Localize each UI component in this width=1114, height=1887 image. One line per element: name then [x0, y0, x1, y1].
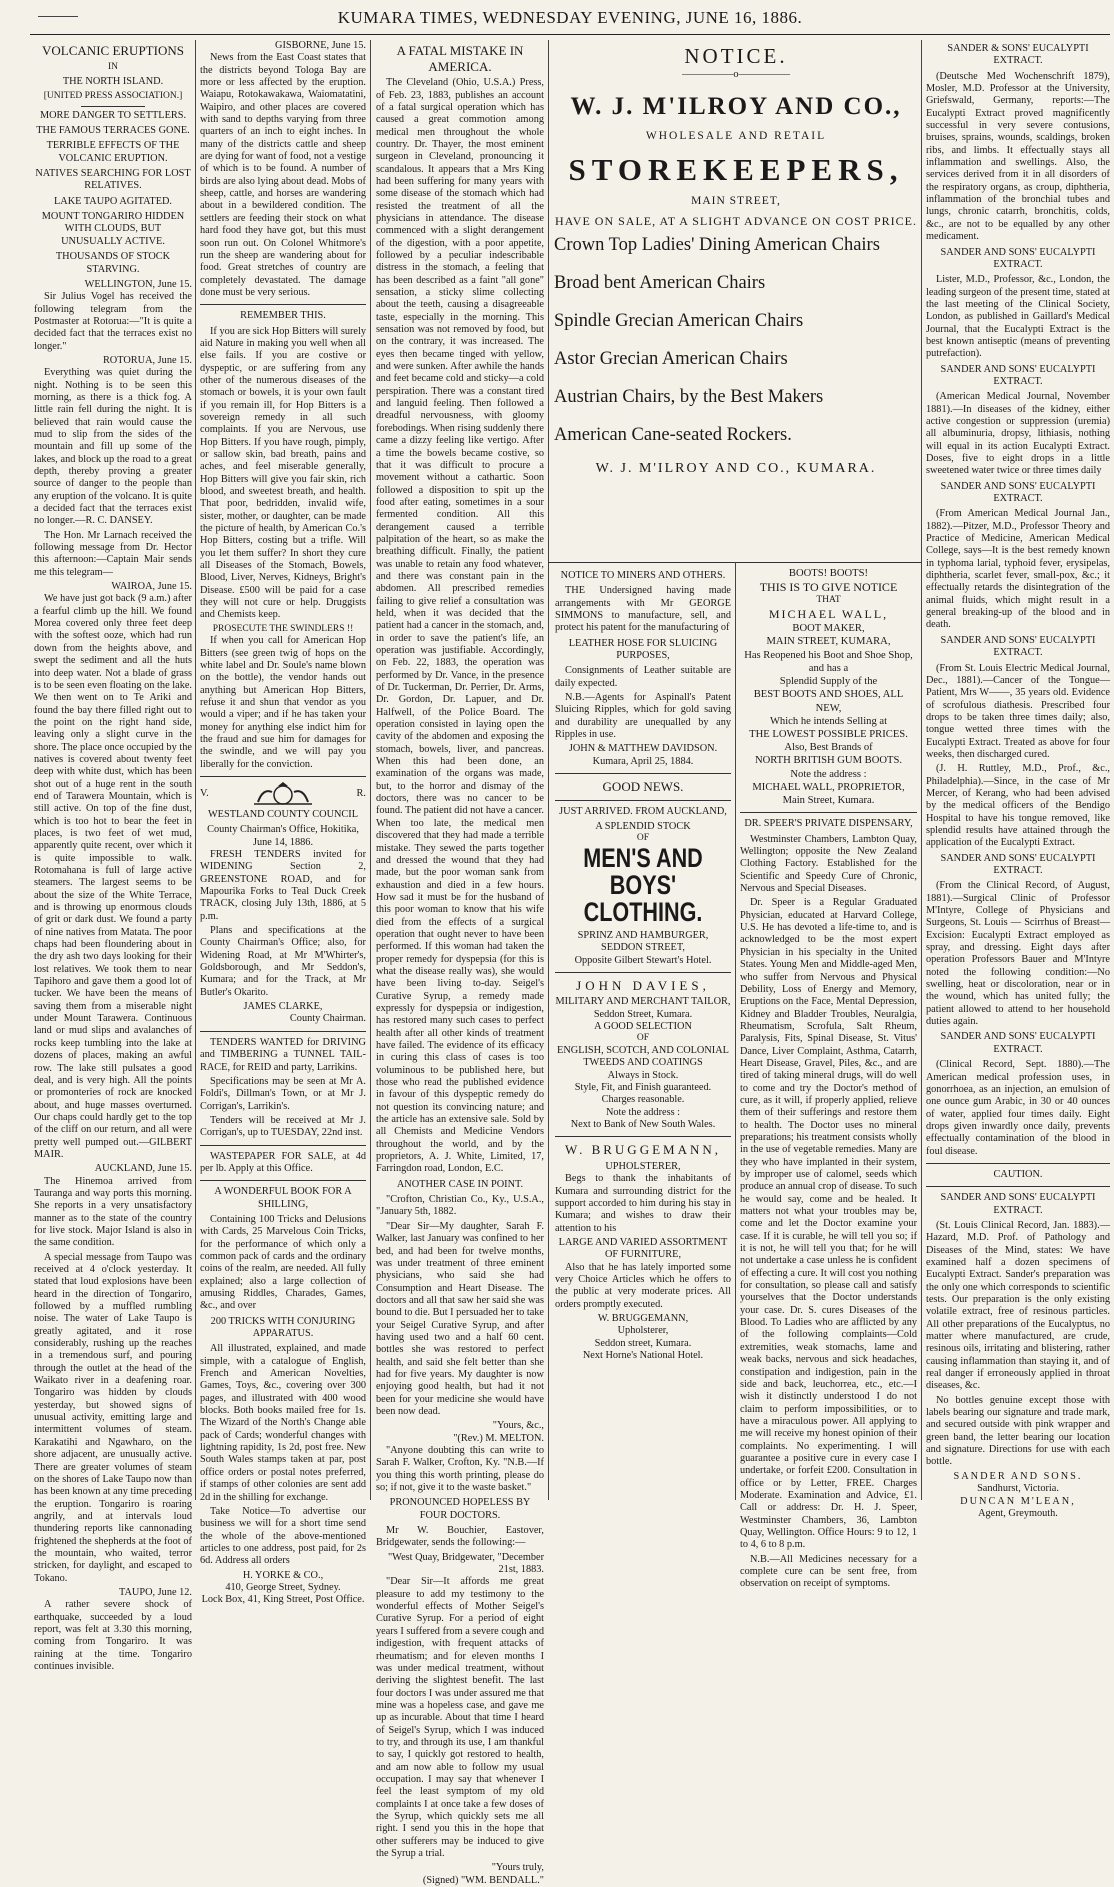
paragraph: Lister, M.D., Professor, &c., London, the leading surgeon of the present time, stated at the last meeting of the Clinical Society, London, as published in Gaillard's Medical Journal, that the Eucalypti Extract is the best known antiseptic (means of preventing putrefaction). — [926, 274, 1110, 360]
paragraph: A rather severe shock of earthquake, succeeded by a loud report, was felt at 3.30 this morning, coming from Tongariro. It was raining at the time. Tongariro continues invisible. — [34, 1599, 192, 1672]
furniture-line: LARGE AND VARIED ASSORTMENT OF FURNITURE, — [558, 1236, 728, 1261]
firm-name: W. J. M'ILROY AND CO., — [570, 92, 902, 120]
storekeepers-heading: STOREKEEPERS, — [568, 152, 904, 188]
dateline: GISBORNE, June 15. — [275, 40, 366, 51]
davies-selection: A GOOD SELECTION — [594, 1021, 692, 1033]
chair-item: Spindle Grecian American Chairs — [554, 310, 804, 331]
subhead: THOUSANDS OF STOCK STARVING. — [55, 251, 171, 275]
caution-heading: CAUTION. — [993, 1168, 1043, 1180]
book-subhead: 200 TRICKS WITH CONJURING APPARATUS. — [210, 1315, 356, 1340]
paragraph: Mr W. Bouchier, Eastover, Bridgewater, sends the following:— — [376, 1525, 544, 1549]
paragraph: (From the Clinical Record, of August, 1881).—Surgical Clinic of Professor M'Intyre, College of Physicians and Surgeons, St. Louis — Scirrhus of Breast—Excision: Eucalypti Extract employed as spray, and dressing. Eight days after operation Professors Bauer and M'Intyre noted the following condition:—No swelling, heat or discoloration, near or in the wound, which has united fully; the patient allowed to attend to her household duties again. — [926, 880, 1110, 1028]
divider — [200, 1180, 366, 1181]
sander-sign: SANDER AND SONS. — [953, 1470, 1083, 1482]
hop-bitters-title: REMEMBER THIS. — [240, 310, 326, 322]
council-office: County Chairman's Office, Hokitika, June 14, 1886. — [207, 824, 359, 848]
paragraph: Tenders will be received at Mr J. Corrigan's, up to TUESDAY, 22nd inst. — [200, 1114, 366, 1139]
chair-item: Austrian Chairs, by the Best Makers — [554, 386, 824, 407]
letter-signature: "(Rev.) M. MELTON. — [453, 1432, 544, 1444]
arrived-line: JUST ARRIVED. FROM AUCKLAND, — [559, 805, 727, 817]
crest-letter-r: R. — [356, 787, 366, 799]
speer-heading: DR. SPEER'S PRIVATE DISPENSARY, — [744, 818, 913, 830]
paragraph: (From American Medical Journal Jan., 1882).—Pitzer, M.D., Professor Theory and Practice of Medicine, American Medical College, says—It is the best remedy known in typhoma larial, typhoid fever, erysipelas, diphtheria, scarlet fever, small-pox, &c.; it effectually retards the disintegration of the animal fluids, which might result in a general breaking-up of the blood and in death. — [926, 508, 1110, 631]
column-eucalypti — [926, 40, 1110, 1519]
davies-bank: Next to Bank of New South Wales. — [570, 1118, 716, 1130]
paragraph: WASTEPAPER FOR SALE, at 4d per lb. Apply at this Office. — [200, 1150, 366, 1174]
eucalypti-heading: SANDER AND SONS' EUCALYPTI EXTRACT. — [940, 634, 1096, 659]
paragraph: Westminster Chambers, Lambton Quay, Wellington; opposite the New Zealand Clothing Factory. Established for the Scientific and Speedy Cure of Chronic, Nervous and Special Diseases. — [740, 833, 917, 895]
letter-closing: "Yours, &c., — [492, 1420, 544, 1432]
paragraph: (St. Louis Clinical Record, Jan. 1883).—Hazard, M.D. Prof. of Pathology and Diseases of the Mind, states: We have examined half a dozen specimens of Eucalypti Extract. Sander's preparation was the only one which corresponds to scientific tests. Our preparation is the only existing volatile extract, free of resinous particles. All other preparations of the Eucalyptus, no matter where manufactured, are crude, resinous oils, irritating and blistering, rather causing inflammation than staying it, and of real danger if erroneously applied in throat diseases, &c. — [926, 1219, 1110, 1392]
boot-maker: BOOT MAKER, — [792, 623, 865, 635]
royal-crest-row — [200, 782, 366, 806]
letter-dateline: "West Quay, Bridgewater, "December 21st, 1883. — [387, 1551, 544, 1576]
signature-title: County Chairman. — [289, 1013, 366, 1025]
signature-name: JAMES CLARKE, — [243, 1001, 323, 1013]
paragraph: Dr. Speer is a Regular Graduated Physician, educated at Harvard College, U.S. He has devoted a life-time to, and is acknowledged to be the most expert Physician in his specialty in the United States. Young Men and Middle-aged Men, who suffer from Nervous and Physical Debility, Loss of Energy and Memory, Eruptions on the Face, Mental Depression, Kidney and Bladder Troubles, Neuralgia, Rheumatism, Scrofula, Salt Rheum, Paralysis, Fits, Spinal Disease, St. Vitus' Dance, Liver Complaint, Asthma, Catarrh, Heart Disease, Gravel, Piles, &c., and are tired of taking mineral drugs, will do well to come and try the Doctor's method of cure, as it will, if properly applied, relieve them of their sufferings and restore them to health. The Doctor uses no mineral preparations; his treatment consists wholly in the use of vegetable remedies. Many are they who have implanted in their system, by improper use of calomel, seeds which produce an annual crop of disease. To such he would say, come and be healed. It matters not what your troubles may be, come and let the Doctor examine your case. If it is curable, he will tell you so; if it is not, he will tell you that; for he will not undertake a case unless he is confident of effecting a cure. It will cost you nothing for consultation, so please call and satisfy yourselves that the Doctor understands your case. Dr. S. cures Diseases of the Blood. To Ladies who are afflicted by any of the following complaints—Cold extremities, weak stomachs, lame and weak backs, nervous and sick headaches, constipation and indigestion, pain in the side and back, leuchorrea, etc., etc.—I wish it distinctly understood I do not claim to perform impossibilities, or to have a miraculous power. All applying to me will receive my honest opinion of their complaints. No experimenting. I will guarantee a positive cure in every case I undertake, or forfeit £200. Consultation in office or by Letter, FREE. Charges Moderate. Examination and Advice, £1. Call or address: Dr. H. J. Speer, Westminster Chambers, 36, Lambton Quay, Wellington. Office Hours: 9 to 12, 1 to 4, 6 to 8 p.m. — [740, 897, 917, 1551]
dateline: WAIROA, June 15. — [111, 581, 192, 593]
paragraph: (Clinical Record, Sept. 1880).—The American medical profession uses, in gonorrhoea, as an injection, an emulsion of one ounce gum Arabic, in 30 or 40 ounces of water, applied four times daily. Eight drops given inwardly once daily, prevents effectually contamination of the blood in foul disease. — [926, 1059, 1110, 1157]
column-volcanic — [34, 40, 192, 1672]
column-rule — [921, 40, 922, 1500]
notice-heading: NOTICE. — [684, 44, 788, 68]
eucalypti-heading: SANDER AND SONS' EUCALYPTI EXTRACT. — [940, 363, 1096, 387]
gum-boots: NORTH BRITISH GUM BOOTS. — [754, 755, 903, 767]
agent-name: DUNCAN M'LEAN, — [960, 1495, 1076, 1507]
eucalypti-heading: SANDER AND SONS' EUCALYPTI EXTRACT. — [940, 1192, 1096, 1216]
paragraph: (Deutsche Med Wochenschrift 1879), Mosler, M.D. Professor at the University, Griefswald, Germany, reports:—The Eucalypti Extract proved magnificently successful in very severe contusions, bruises, sprains, wounds, scaldings, broken ribs, and limbs. It effectually stays all inflammation and swellings. Also, the services derived from it in all disorders of the respiratory organs, as croup, diphtheria, inflammation of the bronchial tubes and lungs, chronic catarrh, bronchitis, colds, &c., are not to be equalled by any other medicament. — [926, 70, 1110, 243]
chair-item: Broad bent American Chairs — [554, 272, 766, 293]
divider — [740, 812, 917, 813]
subhead: THE FAMOUS TERRACES GONE. — [36, 125, 190, 137]
column-rule — [548, 40, 549, 1500]
crest-letter-v: V. — [200, 787, 209, 799]
article-title: A FATAL MISTAKE IN AMERICA. — [396, 43, 524, 74]
masthead — [30, 8, 1110, 35]
divider — [926, 1163, 1110, 1164]
eucalypti-heading: SANDER AND SONS' EUCALYPTI EXTRACT. — [940, 852, 1096, 876]
davies-tweeds: ENGLISH, SCOTCH, AND COLONIAL TWEEDS AND COATINGS — [557, 1044, 729, 1069]
paragraph: "Anyone doubting this can write to Sarah F. Walker, Crofton, Ky. "N.B.—If you thing this worth printing, please do so; if not, give it to the waste basket." — [376, 1445, 544, 1494]
davies-charges: Charges reasonable. — [601, 1094, 685, 1106]
paragraph: (American Medical Journal, November 1881).—In diseases of the kidney, either active congestion or suppression (uremia) all albuminuria, dropsy, lithiasis, nothing will equal in its action Eucalypti Extract. Doses, five to eight drops in a little sweetened water twice or three times daily — [926, 391, 1110, 477]
divider — [200, 1145, 366, 1146]
paragraph: (From St. Louis Electric Medical Journal, Dec., 1881).—Cancer of the Tongue—Patient, Mrs W——, 35 years old. Evidence of scrofulous diathesis. Prescribed four drops to be taken three times daily; also, tongue wetted three times with the Eucalypti Extract. Treated as above for four weeks, then discharged cured. — [926, 662, 1110, 760]
column-rule — [195, 40, 196, 1500]
leather-hose: LEATHER HOSE FOR SLUICING PURPOSES, — [568, 637, 718, 662]
column-rule — [370, 40, 371, 1500]
press-association: [UNITED PRESS ASSOCIATION.] — [43, 91, 183, 102]
article-region: THE NORTH ISLAND. — [62, 75, 164, 87]
subhead: MOUNT TONGARIRO HIDDEN WITH CLOUDS, BUT UNUSUALLY ACTIVE. — [41, 211, 185, 247]
bruggemann-title: Upholsterer, — [617, 1325, 669, 1337]
letter-closing: "Yours truly, — [491, 1862, 544, 1874]
chair-item: Crown Top Ladies' Dining American Chairs — [554, 234, 880, 255]
column-gisborne — [200, 40, 366, 1606]
dateline: TAUPO, June 12. — [119, 1586, 192, 1598]
davies-address: Seddon Street, Kumara. — [593, 1008, 693, 1020]
masthead-dash — [38, 16, 78, 17]
paragraph: We have just got back (9 a.m.) after a fearful climb up the hill. We found Morea covered only three feet deep with the softest ooze, which had run down from the heights above, and swept the sediment and all the huts into deep water. Not a blade of grass is to be seen even floating on the lake. We then went on to Te Ariki and found the bay there filled right out to the point on the right hand side, leaving only a slight curve in the shore. The place once occupied by the natives is covered about twenty feet deep with white dust, which has been shot out of a huge rent in the south end of Tarawera Mountain, which is still active. On top of the fine dust, which is too hot to bear the feet in places, is two feet of wet mud, apparently quite recent, over which it is quite impossible to walk. Rotomahana is full of large active steamers. The largest seems to be about the size of the White Terrace, and is throwing up enormous clouds of grit or dark dust. We found a party of nine natives from Matata. The poor chaps had been floundering about in the dry ash two days looking for their lost relatives. We took them to near Tapihoro and gave them a good lot of tucker. We have been the means of saving them from a miserable night under Mount Tarawera. Continuous land or mud slips and avalanches of rocks keep tumbling into the lake at dozens of places, making an awful row. The lake still pulsates a good deal, and is very high. All the points or promonteries of rock are knocked about, and huge masses overturned. Our chaps could hardly get to the top of the cliff on our return, and all were pretty well pumped out.—GILBERT MAIR. — [34, 593, 192, 1160]
column-boots-speer — [740, 567, 917, 1590]
column-notices — [555, 567, 731, 1502]
seddon-street: SEDDON STREET, — [601, 942, 685, 954]
davies-name: JOHN DAVIES, — [576, 977, 710, 993]
dateline: ROTORUA, June 15. — [102, 354, 192, 366]
proprietor: MICHAEL WALL, PROPRIETOR, — [752, 781, 905, 793]
paragraph: Plans and specifications at the County Chairman's Office; also, for Widening Road, at Mr M'Whirter's, Goldsborough, and Mr Seddon's, Kumara; and for the Track, at Mr Butler's Okarito. — [200, 925, 366, 998]
yorke-box: Lock Box, 41, King Street, Post Office. — [201, 1594, 365, 1606]
subhead: ANOTHER CASE IN POINT. — [396, 1178, 524, 1190]
eucalypti-heading: SANDER AND SONS' EUCALYPTI EXTRACT. — [940, 480, 1096, 505]
sander-location: Sandhurst, Victoria. — [977, 1483, 1059, 1495]
bruggemann-sign: W. BRUGGEMANN, — [597, 1313, 689, 1324]
mcilroy-advertisement — [554, 40, 918, 560]
bruggemann-name: W. BRUGGEMANN, — [565, 1142, 721, 1158]
divider — [555, 800, 731, 801]
masthead-title: KUMARA TIMES, WEDNESDAY EVENING, JUNE 16, 1886. — [337, 8, 803, 27]
paragraph: Containing 100 Tricks and Delusions with Cards, 25 Marvelous Coin Tricks, for the performance of which only a common pack of cards and the ordinary coins of the realm, are needed. All fully explained; also a large collection of amusing Riddles, Charades, Games, &c., and over — [200, 1213, 366, 1312]
subhead: NATIVES SEARCHING FOR LOST RELATIVES. — [35, 168, 191, 192]
opposite-line: Opposite Gilbert Stewart's Hotel. — [574, 954, 712, 966]
divider — [555, 972, 731, 973]
paragraph: Also that he has lately imported some very Choice Articles which he offers to the public at very moderate prices. All orders promptly executed. — [555, 1261, 731, 1310]
paragraph: Begs to thank the inhabitants of Kumara and surrounding district for the support accorded to him during his stay in Kumara; and wishes to draw their attention to his — [555, 1173, 731, 1234]
subhead: PRONOUNCED HOPELESS BY FOUR DOCTORS. — [389, 1497, 531, 1521]
agent-location: Agent, Greymouth. — [978, 1507, 1058, 1519]
lowest-prices: THE LOWEST POSSIBLE PRICES. — [749, 728, 908, 740]
subhead: LAKE TAUPO AGITATED. — [54, 195, 172, 207]
firm-footer: W. J. M'ILROY AND CO., KUMARA. — [595, 460, 877, 476]
ornament: —————o————— — [681, 69, 791, 81]
paragraph: No bottles genuine except those with labels bearing our signature and trade mark, and secured outside with pink wrapper and green band, the letter bearing our location and signature. Directions for use with each bottle. — [926, 1394, 1110, 1468]
paragraph: If when you call for American Hop Bitters (see green twig of hops on the white label and Dr. Soule's name blown on the bottle), the vendor hands out anything but American Hop Bitters, refuse it and shun that vendor as you would a viper; and if he has taken your money for anything else indict him for the fraud and sue him for damages for the swindle, and we will pay you liberally for the conviction. — [200, 635, 366, 770]
book-title: A WONDERFUL BOOK FOR A SHILLING, — [214, 1186, 352, 1210]
paragraph: TENDERS WANTED for DRIVING and TIMBERING a TUNNEL TAIL-RACE, for REID and party, Larrikins. — [200, 1036, 366, 1073]
eucalypti-heading: SANDER AND SONS' EUCALYPTI EXTRACT. — [940, 1031, 1096, 1055]
yorke-name: H. YORKE & CO., — [242, 1569, 324, 1581]
davidson-name: JOHN & MATTHEW DAVIDSON. — [568, 743, 718, 755]
sale-line: HAVE ON SALE, AT A SLIGHT ADVANCE ON COST PRICE. — [555, 214, 917, 229]
divider — [926, 1186, 1110, 1187]
davidson-date: Kumara, April 25, 1884. — [592, 755, 694, 767]
divider — [200, 304, 366, 305]
paragraph: The Hinemoa arrived from Tauranga and way ports this morning. She reports in a very unsatisfactory manner as to the state of the country for live stock. Major Island is also in the same condition. — [34, 1175, 192, 1249]
street-line: MAIN STREET, — [691, 194, 781, 207]
article-title: VOLCANIC ERUPTIONS — [42, 43, 184, 58]
wholesale-line: WHOLESALE AND RETAIL — [645, 129, 827, 142]
bruggemann-hotel: Next Horne's National Hotel. — [582, 1350, 704, 1362]
of-line: OF — [636, 1033, 650, 1044]
divider — [81, 106, 144, 107]
davies-trade: MILITARY AND MERCHANT TAILOR, — [555, 996, 731, 1008]
paragraph: The Hon. Mr Larnach received the following message from Dr. Hector this afternoon:—Captain Mair sends me this telegram— — [34, 529, 192, 578]
main-street: MAIN STREET, KUMARA, — [766, 636, 891, 648]
best-boots: BEST BOOTS AND SHOES, ALL NEW, — [753, 689, 904, 714]
of-line: OF — [636, 833, 650, 844]
bruggemann-street: Seddon street, Kumara. — [594, 1337, 692, 1349]
yorke-address: 410, George Street, Sydney. — [225, 1581, 341, 1593]
paragraph: Sir Julius Vogel has received the following telegram from the Postmaster at Rotorua:—"It is quite a decided fact that the terraces exist no longer." — [34, 291, 192, 352]
paragraph: N.B.—Agents for Aspinall's Patent Sluicing Ripples, which for gold saving and durability are unequalled by any Ripples in use. — [555, 692, 731, 741]
paragraph: A special message from Taupo was received at 4 o'clock yesterday. It stated that loud explosions have been heard in the direction of Tongariro, followed by a muffled rumbling noise. The water of Lake Taupo is greatly agitated, and it rose considerably, rushing up the reaches in a tremendous surf, and pouring through the outlet at the head of the Waikato river in a deafening roar. Tongariro was hidden by clouds yesterday, but showed signs of unusual activity, emitting large and intermittent volumes of steam. Karakatihi and Ngawharo, on the shore adjacent, are unusually active. There are greater volumes of steam on the shores of Lake Taupo now than has been known at any time preceding the eruption. Tongariro is roaring angrily, and at intervals loud thundering reports like cannonading frightened the shepherds at the foot of the mountain, who waited, terror stricken, for daylight, and escaped to Tokano. — [34, 1251, 192, 1584]
column-rule — [735, 562, 736, 1500]
paragraph: Specifications may be seen at Mr A. Foldi's, Dillman's Town, or at Mr J. Corrigan's, Larrikin's. — [200, 1075, 366, 1112]
note-address: Note the address : — [790, 768, 867, 780]
paragraph: If you are sick Hop Bitters will surely aid Nature in making you well when all else fails. If you are costive or dyspeptic, or are suffering from any other of the numerous diseases of the stomach or bowels, it is your own fault if you remain ill, for Hop Bitters is a sovereign remedy in all such complaints. If you are Nervous, use Hop Bitters. If you have rough, pimply, or sallow skin, bad breath, pains and aches, and feel miserable generally, Hop Bitters will give you fair skin, rich blood, and sweetest breath, and health. That poor, bedridden, invalid wife, sister, mother, or daughter, can be made the picture of health, by American Co.'s Hop Bitters, costing but a trifle. Will you let them suffer? In short they cure all Diseases of the Stomach, Bowels, Blood, Liver, Nerves, Kidneys, Bright's Disease. £500 will be paid for a case they will not cure or help. Druggists and Chemists keep. — [200, 325, 366, 621]
davies-note: Note the address : — [605, 1106, 681, 1118]
paragraph: Everything was quiet during the night. Nothing is to be seen this morning, as there is a thick fog. A little rain fell during the night. It is believed that rain would cause the mud to slip from the sides of the mountain and fill up some of the lakes, and block up the road to a great depth, thereby proving a greater source of danger to the people than any eruption of the volcano. It is quite a decided fact that the terraces exist no longer.—R. C. DANSEY. — [34, 367, 192, 527]
supply-line: Splendid Supply of the — [779, 676, 878, 688]
chair-item: American Cane-seated Rockers. — [554, 424, 792, 445]
paragraph: FRESH TENDERS invited for WIDENING Section 2, GREENSTONE ROAD, and for Mapourika Forks to Teal Duck Creek TRACK, closing July 13th, 1886, at 5 p.m. — [200, 849, 366, 922]
royal-crest-icon — [248, 782, 318, 806]
dateline: WELLINGTON, June 15. — [84, 278, 192, 290]
chair-item: Astor Grecian American Chairs — [554, 348, 788, 369]
eucalypti-heading: SANDER AND SONS' EUCALYPTI EXTRACT. — [940, 246, 1096, 270]
paragraph: Consignments of Leather suitable are daily expected. — [555, 665, 731, 689]
paragraph: All illustrated, explained, and made simple, with a catalogue of English, French and American Novelties, Games, Toys, &c., covering over 300 pages, and illustrated with 400 wood blocks. Both books mailed free for 1s. The Wizard of the North's Change able pack of Cards; wonderful changes with lightning rapidity, 1s 2d, post free. New South Wales stamps taken at par, post office orders or postal notes preferred, if stamps of other colonies are sent add 2d in the shilling for exchange. — [200, 1343, 366, 1503]
davies-style: Style, Fit, and Finish guaranteed. — [574, 1081, 712, 1093]
bruggemann-trade: UPHOLSTERER, — [605, 1160, 681, 1172]
selling-line: Which he intends Selling at — [769, 715, 888, 727]
paragraph: "Dear Sir—It affords me great pleasure to add my testimony to the wonderful effects of Mother Seigel's Curative Syrup. For a period of eight years I suffered from a severe cough and indigestion, with frequent attacks of rheumatism; and for eleven months I was under medical treatment, without deriving the slightest benefit. The last four doctors I was under assured me that mine was a hopeless case, and gave me up as incurable. About that time I heard of Seigel's Syrup, which I was induced to try, and through its use, I am thankful to say, I quickly got restored to health, and am now able to follow my usual occupation. I may say that whenever I feel the least symptom of my old complaints I at once take a few doses of the Syrup, which quickly sets me all right. I send you this in the hope that other sufferers may be induced to give the Syrup a trial. — [376, 1576, 544, 1859]
hop-bitters-subhead: PROSECUTE THE SWINDLERS !! — [212, 623, 354, 634]
boots-heading: BOOTS! BOOTS! — [788, 568, 869, 579]
paragraph: THE Undersigned having made arrangements with Mr GEORGE SIMMONS to manufacture, sell, and protect his patent for the manufacturing of — [555, 585, 731, 634]
subhead: MORE DANGER TO SETTLERS. — [39, 109, 187, 121]
council-name: WESTLAND COUNTY COUNCIL — [207, 808, 359, 820]
paragraph: (J. H. Ruttley, M.D., Prof., &c., Philadelphia).—Since, in the case of Mr Mercer, of Kerang, who had been advised by the medical officers of the Bendigo Hospital to have his tongue removed, like splendid results have attained through the application of the Eucalypti Extract. — [926, 763, 1110, 849]
wall-name: MICHAEL WALL, — [768, 607, 889, 622]
that-line: THAT — [816, 595, 841, 606]
paragraph: The Cleveland (Ohio, U.S.A.) Press, of Feb. 23, 1883, publishes an account of a fatal surgical operation which has caused a great commotion among medical men throughout the whole country. Dr. Thayer, the most eminent surgeon in Cleveland, pronouncing it scandalous. It appears that a Mrs King had been suffering for many years with some disease of the stomach which had resisted the treatment of all the physicians in attendance. The disease commenced with a slight derangement of the digestion, with a poor appetite, followed by a peculiar indescribable distress in the stomach, a feeling that has been described as a faint "all gone" sensation, a sticky slime collecting about the teeth, causing a disagreeable taste, especially in the morning. This sensation was not removed by food, but on the contrary, it was increased. The eyes then became tinged with yellow, and were sunken. After awhile the hands and feet became cold and sticky—a cold perspiration. There was a constant tired and languid feeling. Then followed a dreadful nervousness, with gloomy forebodings. When rising suddenly there came a dizzy feeling like vertigo. After a time the bowels became costive, so that it was difficult to procure a movement without a cathartic. Soon followed a disposition to spit up the food after eating, sometimes in a sour fermented condition. All this derangement caused a terrible palpitation of the heart, so as make the breathing difficult. Finally, the patient was unable to retain any food whatever, and there was constant pain in the abdomen. All prescribed remedies failing to give relief a consultation was held, when it was decided that the patient had a cancer in the stomach, and, in order to save the patient's life, an operation was justifiable. Accordingly, on Feb. 22, 1883, the operation was performed by Dr. Vance, in the presence of Dr. Tuckerman, Dr. Perrier, Dr. Arms, Dr. Gordon, Dr. Lapuer, and Dr. Halfwell, of the Police Board. The operation consisted in laying open the cavity of the abdomen and exposing the stomach, bowels, liver, and pancreas. When this had been done, an examination of the organs was made, but, to the horror and dismay of the doctors, there was no cancer to be found. The patient did not have a cancer. When too late, the medical men discovered that they had made a terrible mistake. They sewed the parts together and dressed the wound that they had made, but the poor woman sank from exhaustion and died in a few hours. How sad it must be for the husband of this poor woman to know that his wife died from the effects of a surgical operation that ought never to have been performed. If this woman had taken the proper remedy for dyspepsia (for this is what the disease really was), she would have been living to-day. Seigel's Curative Syrup, a remedy made expressly for dyspepsia or indigestion, has restored many such cases to perfect health after all other kinds of treatment have failed. The evidence of its efficacy in curing this class of cases is too voluminous to be published here, but those who read the published evidence in favour of this dyspeptic remedy do not question its convincing nature; and the article has an extensive sale. Sold by all Chemists and Medicine Vendors throughout the world, and by the proprietors, A. J. White, Limited, 17, Farringdon road, London, E.C. — [376, 77, 544, 1175]
column-fatal-mistake — [376, 40, 544, 1886]
miners-heading: NOTICE TO MINERS AND OTHERS. — [560, 570, 726, 581]
brands-line: Also, Best Brands of — [784, 742, 873, 754]
reopened-line: Has Reopened his Boot and Shoe Shop, and has a — [744, 649, 913, 674]
proprietor-address: Main Street, Kumara. — [782, 795, 875, 807]
divider — [555, 1136, 731, 1137]
dateline: AUCKLAND, June 15. — [94, 1163, 192, 1175]
subhead: TERRIBLE EFFECTS OF THE VOLCANIC ERUPTION. — [46, 140, 180, 164]
divider — [555, 773, 731, 774]
paragraph: "Crofton, Christian Co., Ky., U.S.A., "January 5th, 1882. — [376, 1194, 544, 1218]
splendid-stock: A SPLENDID STOCK — [595, 821, 691, 833]
good-news-heading: GOOD NEWS. — [602, 779, 684, 795]
article-in: IN — [107, 61, 119, 72]
divider — [200, 1031, 366, 1032]
paragraph: "Dear Sir—My daughter, Sarah F. Walker, last January was confined to her bed, and had been for twelve months, was under treatment of three eminent physicians, who said she had Consumption and Heart Disease. The doctors and all that saw her said she was bound to die. But I persuaded her to take your Seigel Curative Syrup, and after having used two and a half 60 cent. bottles she was restored to perfect health, and said she felt better than she had for five years. My daughter is now enjoying good health, but had it not been for your medicine she would have been now dead. — [376, 1220, 544, 1417]
clothing-heading: MEN'S AND BOYS' CLOTHING. — [583, 842, 703, 927]
paragraph: News from the East Coast states that the districts beyond Tologa Bay are more or less affected by the eruption. Waiapu, Rotokawakawa, Waiomatatini, Waipiro, and other places are covered with sand to depths varying from three quarters of an inch to eight inches. In many of the districts cattle and sheep are dying for want of food, not a vestige of which is to be found. A number of birds are also lying about dead. Mobs of sheep, cattle, and horses are wandering about in a bewildered condition. The settlers are feeding their stock on what hard food they have got, but this must soon run out. On Colonel Whitmore's run the sheep are wandering about for food. Great stretches of country are completely devastated. The damage done must be very serious. — [200, 52, 366, 298]
notice-line: THIS IS TO GIVE NOTICE — [759, 580, 898, 595]
letter-signature: (Signed) "WM. BENDALL." — [422, 1874, 544, 1886]
paragraph: N.B.—All Medicines necessary for a complete cure can be sent free, from observation on receipt of symptoms. — [740, 1553, 917, 1590]
eucalypti-heading: SANDER & SONS' EUCALYPTI EXTRACT. — [947, 43, 1089, 67]
divider — [200, 776, 366, 777]
sprinz-name: SPRINZ AND HAMBURGER, — [577, 929, 709, 941]
paragraph: Take Notice—To advertise our business we will for a short time send the whole of the above-mentioned articles to one address, post paid, for 2s 6d. Address all orders — [200, 1505, 366, 1567]
davies-stock: Always in Stock. — [607, 1069, 679, 1081]
